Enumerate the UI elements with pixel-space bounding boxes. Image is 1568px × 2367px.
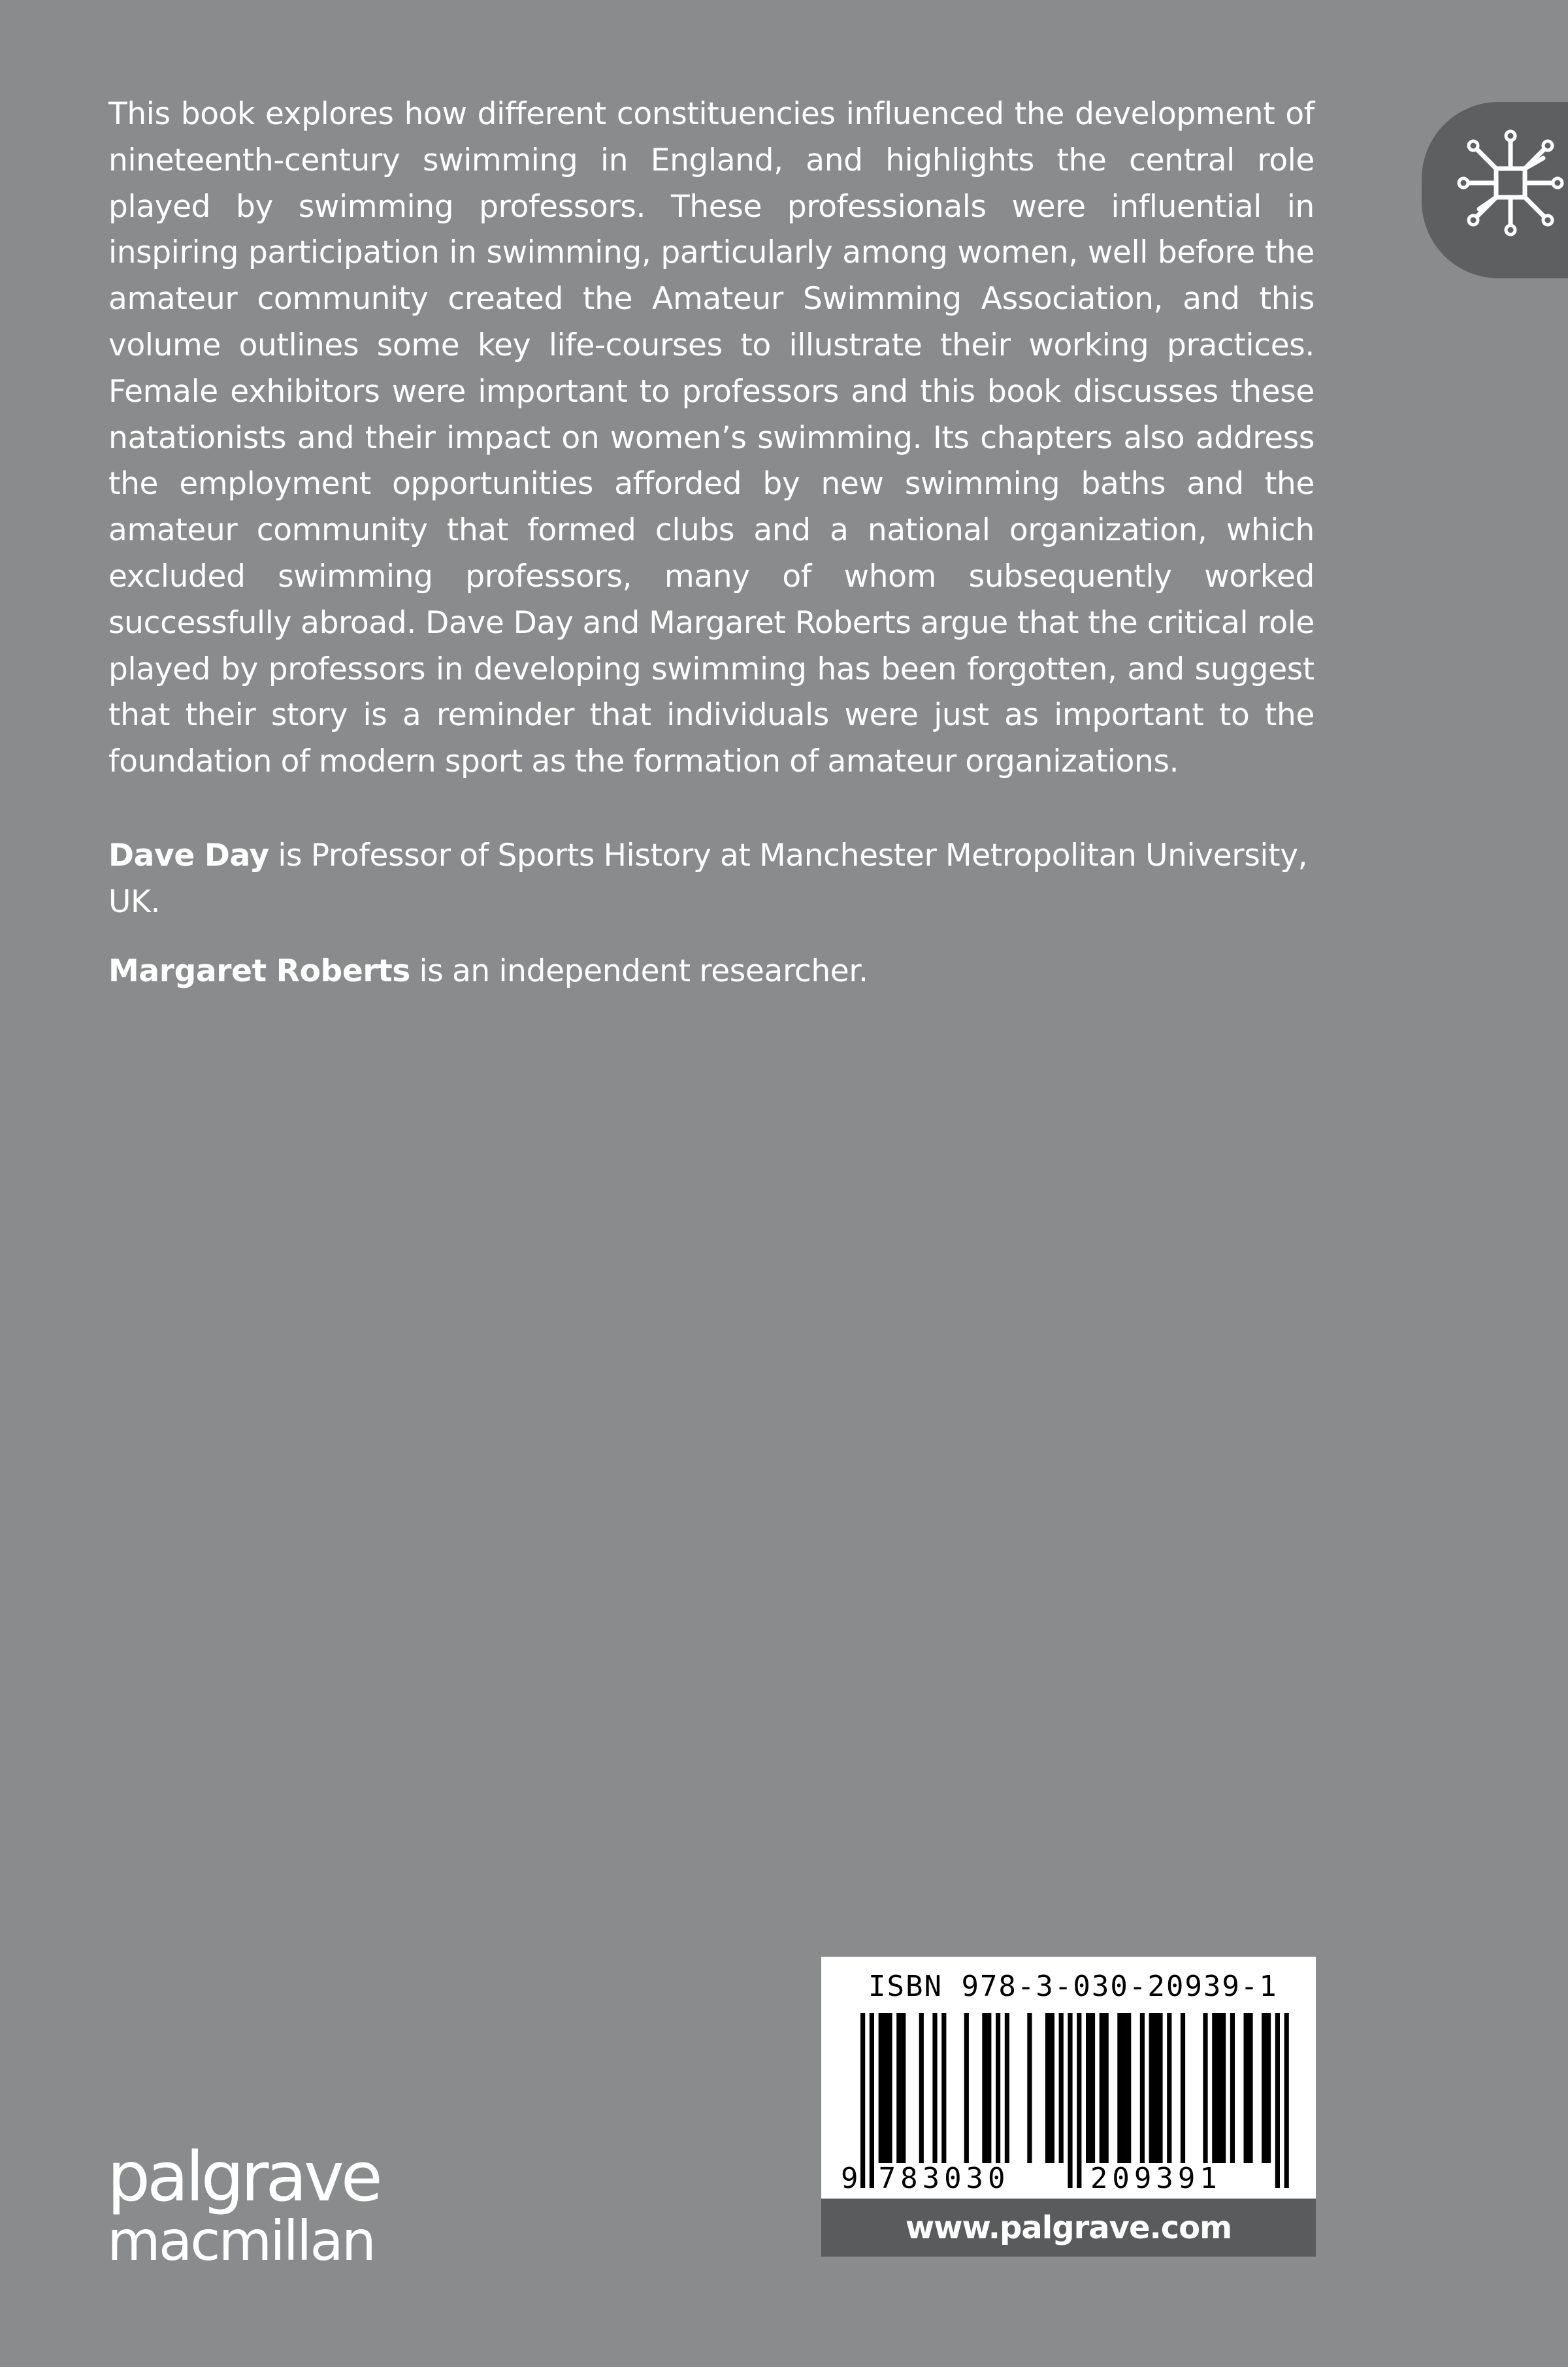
barcode-bar — [1086, 2013, 1090, 2163]
barcode-bar — [901, 2013, 906, 2163]
barcode-bar — [1154, 2013, 1158, 2163]
barcode-bar — [1248, 2013, 1252, 2163]
barcode-bar — [870, 2013, 874, 2188]
barcode-bar — [1090, 2013, 1095, 2163]
barcode-digits-left: 783030 — [878, 2162, 1010, 2195]
barcode-bar — [1100, 2013, 1104, 2163]
barcode-bar — [919, 2013, 924, 2163]
barcode-bar — [987, 2013, 991, 2163]
barcode-bar — [1104, 2013, 1109, 2163]
author-bio-dave-day — [108, 833, 1315, 926]
book-description: This book explores how different constituencies influenced the development of nineteenth-century swimming in England, and highlights the central role played by swimming professors. These professionals were influential in inspiring participation in swimming, particularly among women, well before the amateur community created the Amateur Swimming Association, and this volume outlines some key life-courses to illustrate their working practices. Female exhibitors were important to professors and this book discusses these natationists and their impact on women’s swimming. Its chapters also address the employment opportunities afforded by new swimming baths and the amateur community that formed clubs and a national organization, which excluded swimming professors, many of whom subsequently worked successfully abroad. Dave Day and Margaret Roberts argue that the critical role played by professors in developing swimming has been forgotten, and suggest that their story is a reminder that individuals were just as important to the foundation of modern sport as the formation of amateur organizations. — [108, 96, 1315, 780]
publisher-name-line1: palgrave — [107, 2137, 380, 2217]
author-bio-margaret-roberts — [108, 949, 1315, 995]
author-bio-text: is Professor of Sports History at Manchester Metropolitan University, UK. — [108, 838, 1308, 920]
publisher-logo-tab — [1422, 102, 1568, 278]
author-bio-text: is an independent researcher. — [410, 953, 868, 989]
isbn-label: ISBN 978-3-030-20939-1 — [868, 1970, 1278, 2003]
barcode-bar — [1059, 2013, 1064, 2163]
barcode-bar — [1230, 2013, 1235, 2163]
publisher-url: www.palgrave.com — [821, 2199, 1316, 2257]
barcode-bar — [1266, 2013, 1271, 2163]
barcode-bar — [1262, 2013, 1266, 2163]
barcode-bar — [1077, 2013, 1081, 2188]
barcode-bar — [1027, 2013, 1032, 2163]
barcode-bar — [1181, 2013, 1185, 2163]
barcode-bar — [932, 2013, 937, 2163]
barcode-bar — [1203, 2013, 1207, 2163]
publisher-name-line2: macmillan — [107, 2209, 375, 2273]
barcode-bar — [1244, 2013, 1249, 2163]
palgrave-star-icon — [1445, 118, 1568, 248]
barcode-bar — [941, 2013, 946, 2163]
author-name: Margaret Roberts — [108, 953, 410, 989]
barcode-bar — [1149, 2013, 1154, 2163]
barcode-bar — [1068, 2013, 1072, 2188]
barcode-bar — [982, 2013, 987, 2163]
barcode-bar — [896, 2013, 901, 2163]
barcode-bar — [1217, 2013, 1221, 2163]
author-name: Dave Day — [108, 838, 269, 873]
barcode-bar — [1140, 2013, 1145, 2163]
barcode-bar — [1126, 2013, 1131, 2163]
barcode-digit-lead: 9 — [841, 2162, 863, 2195]
barcode-bar — [1050, 2013, 1054, 2163]
isbn-barcode-block — [821, 1957, 1316, 2198]
barcode — [821, 1957, 1316, 2198]
barcode-bar — [1221, 2013, 1226, 2163]
barcode-bar — [1167, 2013, 1171, 2163]
barcode-bar — [1275, 2013, 1280, 2188]
barcode-bar — [1158, 2013, 1162, 2163]
barcode-bar — [1117, 2013, 1122, 2163]
barcode-bar — [879, 2013, 883, 2163]
barcode-bar — [996, 2013, 1000, 2163]
barcode-digits-right: 209391 — [1090, 2162, 1222, 2195]
barcode-bar — [883, 2013, 888, 2163]
barcode-bar — [1122, 2013, 1126, 2163]
barcode-bar — [1212, 2013, 1217, 2163]
publisher-wordmark — [107, 2137, 380, 2273]
barcode-bar — [1005, 2013, 1009, 2163]
barcode-bar — [1045, 2013, 1050, 2163]
barcode-bar — [887, 2013, 892, 2163]
barcode-bar — [1284, 2013, 1289, 2188]
barcode-bar — [964, 2013, 969, 2163]
